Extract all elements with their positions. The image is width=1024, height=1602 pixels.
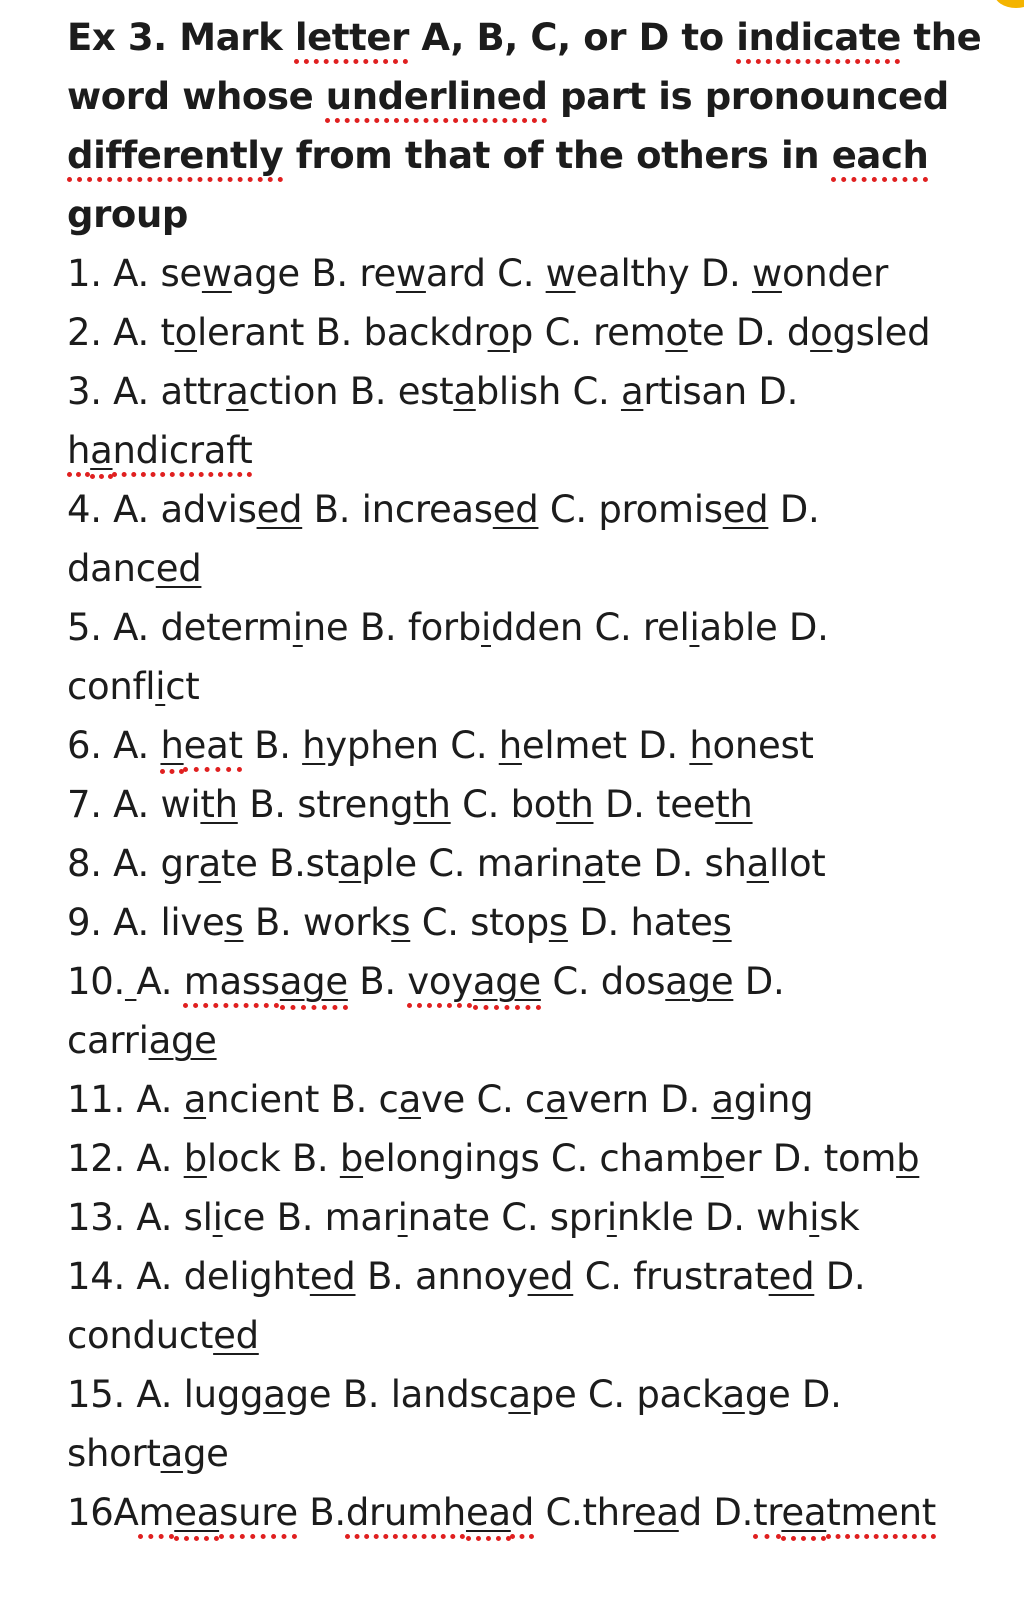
underlined-sound-segment: h bbox=[498, 724, 522, 767]
underlined-sound-segment: ea bbox=[781, 1491, 826, 1541]
underlined-sound-segment: a bbox=[183, 1078, 207, 1121]
underlined-sound-segment: a bbox=[338, 842, 362, 885]
underlined-sound-segment: ed bbox=[768, 1255, 815, 1298]
underlined-sound-segment: i bbox=[809, 1196, 820, 1239]
text-segment: 1. A. se bbox=[67, 252, 202, 295]
underlined-sound-segment: i bbox=[397, 1196, 408, 1239]
text-segment: d D. bbox=[678, 1491, 754, 1534]
heading-line-3 bbox=[67, 132, 928, 180]
question-4-line bbox=[67, 486, 819, 534]
text-segment: nate C. spr bbox=[407, 1196, 607, 1239]
text-segment: 8. A. gr bbox=[67, 842, 199, 885]
question-8-line bbox=[67, 840, 826, 888]
underlined-sound-segment: age bbox=[473, 960, 541, 1010]
text-segment: er D. tom bbox=[723, 1137, 897, 1180]
underlined-sound-segment: s bbox=[391, 901, 411, 944]
spellcheck-marked-segment: indicate bbox=[736, 16, 901, 59]
question-11-line bbox=[67, 1076, 813, 1124]
underlined-sound-segment: th bbox=[413, 783, 451, 826]
underlined-sound-segment: a bbox=[90, 429, 112, 479]
underlined-sound-segment: ea bbox=[174, 1491, 219, 1541]
heading-line-4 bbox=[67, 191, 188, 239]
underlined-sound-segment: ed bbox=[256, 488, 303, 531]
underlined-sound-segment: age bbox=[148, 1019, 217, 1062]
underlined-sound-segment: ed bbox=[155, 547, 202, 590]
spellcheck-marked-segment: mass bbox=[183, 960, 280, 1003]
underlined-sound-segment: age bbox=[280, 960, 348, 1010]
text-segment: C. frustrat bbox=[573, 1255, 769, 1298]
underlined-sound-segment: w bbox=[395, 252, 426, 295]
underlined-sound-segment: i bbox=[292, 606, 303, 649]
text-segment: group bbox=[67, 193, 188, 236]
spellcheck-marked-segment: underlined bbox=[325, 75, 548, 118]
question-1-line bbox=[67, 250, 888, 298]
text-segment: ncient B. c bbox=[206, 1078, 399, 1121]
underlined-sound-segment: i bbox=[155, 665, 166, 708]
question-15-continuation bbox=[67, 1430, 229, 1478]
question-15-line bbox=[67, 1371, 842, 1419]
spellcheck-marked-segment: drumh bbox=[345, 1491, 466, 1534]
text-segment: C. stop bbox=[410, 901, 549, 944]
text-segment: 7. A. wi bbox=[67, 783, 201, 826]
text-segment: B. annoy bbox=[355, 1255, 528, 1298]
heading-line-2 bbox=[67, 73, 949, 121]
text-segment: part is pronounced bbox=[547, 75, 949, 118]
underlined-sound-segment: o bbox=[174, 311, 197, 354]
text-segment: ne B. forb bbox=[302, 606, 482, 649]
underlined-sound-segment: i bbox=[212, 1196, 223, 1239]
text-segment: able D. bbox=[699, 606, 829, 649]
spellcheck-marked-segment: ndicraft bbox=[112, 429, 253, 472]
text-segment: 5. A. determ bbox=[67, 606, 293, 649]
text-segment: pe C. pack bbox=[530, 1373, 723, 1416]
underlined-sound-segment: a bbox=[711, 1078, 734, 1121]
text-segment: C. bo bbox=[450, 783, 557, 826]
text-segment: elmet D. bbox=[521, 724, 690, 767]
underlined-sound-segment: w bbox=[545, 252, 576, 295]
underlined-sound-segment: o bbox=[665, 311, 688, 354]
underlined-sound-segment: th bbox=[715, 783, 753, 826]
text-segment: 16A bbox=[67, 1491, 139, 1534]
question-4-continuation bbox=[67, 545, 201, 593]
underlined-sound-segment: o bbox=[810, 311, 833, 354]
text-segment: ple C. marin bbox=[361, 842, 583, 885]
underlined-sound-segment: a bbox=[544, 1078, 568, 1121]
underlined-sound-segment: ed bbox=[213, 1314, 259, 1357]
text-segment: nkle D. wh bbox=[616, 1196, 810, 1239]
underlined-sound-segment: ea bbox=[466, 1491, 511, 1541]
underlined-sound-segment: s bbox=[224, 901, 244, 944]
heading-line-1 bbox=[67, 14, 981, 62]
underlined-sound-segment: s bbox=[712, 901, 732, 944]
text-segment: B. bbox=[242, 724, 303, 767]
text-segment: ard C. bbox=[425, 252, 546, 295]
text-segment: gsled bbox=[832, 311, 931, 354]
underlined-sound-segment: ea bbox=[633, 1491, 679, 1534]
underlined-sound-segment: a bbox=[226, 370, 249, 413]
text-segment: B. work bbox=[243, 901, 392, 944]
text-segment: 11. A. bbox=[67, 1078, 184, 1121]
text-segment: Ex 3. Mark bbox=[67, 16, 295, 59]
text-segment: ge D. bbox=[744, 1373, 842, 1416]
text-segment: conduct bbox=[67, 1314, 214, 1357]
text-segment: ce B. mar bbox=[222, 1196, 398, 1239]
text-segment: ealthy D. bbox=[575, 252, 752, 295]
text-segment: D. tee bbox=[593, 783, 716, 826]
text-segment: 9. A. live bbox=[67, 901, 225, 944]
text-segment: rtisan D. bbox=[643, 370, 799, 413]
underlined-sound-segment: ed bbox=[492, 488, 539, 531]
underlined-sound-segment: b bbox=[183, 1137, 207, 1180]
underlined-sound-segment: a bbox=[620, 370, 644, 413]
text-segment: 12. A. bbox=[67, 1137, 184, 1180]
text-segment: llot bbox=[769, 842, 826, 885]
underlined-sound-segment: w bbox=[201, 252, 232, 295]
question-10-continuation bbox=[67, 1017, 217, 1065]
question-16-line bbox=[67, 1489, 936, 1537]
text-segment: blish C. bbox=[475, 370, 621, 413]
text-segment: onder bbox=[781, 252, 888, 295]
question-13-line bbox=[67, 1194, 859, 1242]
question-10-line bbox=[67, 958, 784, 1006]
question-5-line bbox=[67, 604, 829, 652]
text-segment: danc bbox=[67, 547, 156, 590]
question-3-continuation bbox=[67, 427, 252, 475]
underlined-sound-segment: th bbox=[556, 783, 594, 826]
underlined-sound-segment: i bbox=[481, 606, 491, 649]
underlined-sound-segment: s bbox=[548, 901, 568, 944]
underlined-sound-segment: h bbox=[689, 724, 713, 767]
underlined-sound-segment: h bbox=[302, 724, 326, 767]
text-segment: 13. A. sl bbox=[67, 1196, 213, 1239]
text-segment: 2. A. t bbox=[67, 311, 175, 354]
text-segment: C. dos bbox=[540, 960, 666, 1003]
question-7-line bbox=[67, 781, 753, 829]
text-segment: 10. bbox=[67, 960, 125, 1003]
spellcheck-marked-segment: letter bbox=[294, 16, 409, 59]
spellcheck-marked-segment: eat bbox=[183, 724, 243, 767]
underlined-sound-segment: a bbox=[508, 1373, 531, 1416]
underlined-sound-segment: ed bbox=[527, 1255, 574, 1298]
question-2-line bbox=[67, 309, 930, 357]
underlined-sound-segment: h bbox=[160, 724, 183, 774]
question-12-line bbox=[67, 1135, 919, 1183]
underlined-sound-segment: o bbox=[487, 311, 510, 354]
text-segment: onest bbox=[712, 724, 814, 767]
text-segment: lock B. bbox=[206, 1137, 340, 1180]
underlined-sound-segment: b bbox=[339, 1137, 364, 1180]
spellcheck-marked-segment: d bbox=[510, 1491, 534, 1534]
text-segment: age B. re bbox=[231, 252, 396, 295]
underlined-sound-segment: w bbox=[751, 252, 782, 295]
text-segment: te D. sh bbox=[605, 842, 747, 885]
text-segment: ve C. c bbox=[420, 1078, 545, 1121]
text-segment: yphen C. bbox=[325, 724, 499, 767]
underlined-sound-segment: a bbox=[582, 842, 606, 885]
corner-accent-shape bbox=[994, 0, 1024, 8]
text-segment: B. increas bbox=[302, 488, 493, 531]
text-segment: D. bbox=[733, 960, 785, 1003]
question-6-line bbox=[67, 722, 814, 770]
underlined-sound-segment: ed bbox=[309, 1255, 356, 1298]
text-segment: A, B, C, or D to bbox=[408, 16, 737, 59]
underlined-sound-segment: i bbox=[606, 1196, 617, 1239]
underlined-sound-segment: a bbox=[722, 1373, 745, 1416]
spellcheck-marked-segment: sure bbox=[219, 1491, 298, 1534]
spellcheck-marked-segment: m bbox=[138, 1491, 175, 1534]
spellcheck-marked-segment: voy bbox=[407, 960, 473, 1003]
text-segment: B. streng bbox=[237, 783, 414, 826]
text-segment: te B.st bbox=[220, 842, 339, 885]
underlined-sound-segment: a bbox=[160, 1432, 183, 1475]
spellcheck-marked-segment: h bbox=[67, 429, 91, 472]
text-segment: elongings C. cham bbox=[363, 1137, 701, 1180]
text-segment: lerant B. backdr bbox=[197, 311, 488, 354]
text-segment: 3. A. attr bbox=[67, 370, 227, 413]
text-segment: ge B. landsc bbox=[285, 1373, 509, 1416]
question-5-continuation bbox=[67, 663, 200, 711]
question-14-continuation bbox=[67, 1312, 259, 1360]
underlined-sound-segment: a bbox=[198, 842, 221, 885]
text-segment: te D. d bbox=[687, 311, 811, 354]
text-segment: the bbox=[900, 16, 982, 59]
spellcheck-marked-segment: each bbox=[831, 134, 929, 177]
underlined-sound-segment bbox=[125, 960, 136, 1003]
text-segment: A. bbox=[136, 960, 184, 1003]
text-segment: 6. A. bbox=[67, 724, 161, 767]
spellcheck-marked-segment: tr bbox=[753, 1491, 782, 1534]
text-segment: ge bbox=[182, 1432, 229, 1475]
text-segment: D. bbox=[814, 1255, 866, 1298]
text-segment: ging bbox=[733, 1078, 814, 1121]
underlined-sound-segment: b bbox=[700, 1137, 724, 1180]
text-segment: ction B. est bbox=[248, 370, 454, 413]
text-segment: C. promis bbox=[538, 488, 723, 531]
text-segment: confl bbox=[67, 665, 156, 708]
text-segment: D. bbox=[768, 488, 820, 531]
underlined-sound-segment: age bbox=[665, 960, 734, 1003]
underlined-sound-segment: i bbox=[689, 606, 700, 649]
text-segment: 15. A. lugg bbox=[67, 1373, 264, 1416]
underlined-sound-segment: a bbox=[746, 842, 770, 885]
text-segment: dden C. rel bbox=[491, 606, 690, 649]
underlined-sound-segment: th bbox=[200, 783, 238, 826]
spellcheck-marked-segment: tment bbox=[826, 1491, 937, 1534]
text-segment: D. hate bbox=[567, 901, 713, 944]
text-segment: short bbox=[67, 1432, 161, 1475]
text-segment: vern D. bbox=[567, 1078, 712, 1121]
question-14-line bbox=[67, 1253, 865, 1301]
underlined-sound-segment: a bbox=[263, 1373, 286, 1416]
question-9-line bbox=[67, 899, 732, 947]
underlined-sound-segment: b bbox=[896, 1137, 920, 1180]
underlined-sound-segment: a bbox=[453, 370, 476, 413]
text-segment: sk bbox=[819, 1196, 860, 1239]
text-segment: 14. A. delight bbox=[67, 1255, 310, 1298]
text-segment: p C. rem bbox=[509, 311, 666, 354]
question-3-line bbox=[67, 368, 798, 416]
underlined-sound-segment: a bbox=[398, 1078, 421, 1121]
text-segment: word whose bbox=[67, 75, 326, 118]
text-segment: 4. A. advis bbox=[67, 488, 257, 531]
text-segment: carri bbox=[67, 1019, 149, 1062]
text-segment: B. bbox=[347, 960, 408, 1003]
text-segment: C.thr bbox=[534, 1491, 634, 1534]
text-segment: from that of the others in bbox=[283, 134, 832, 177]
underlined-sound-segment: ed bbox=[722, 488, 769, 531]
spellcheck-marked-segment: differently bbox=[67, 134, 284, 177]
text-segment: ct bbox=[165, 665, 200, 708]
text-segment: B. bbox=[297, 1491, 346, 1534]
